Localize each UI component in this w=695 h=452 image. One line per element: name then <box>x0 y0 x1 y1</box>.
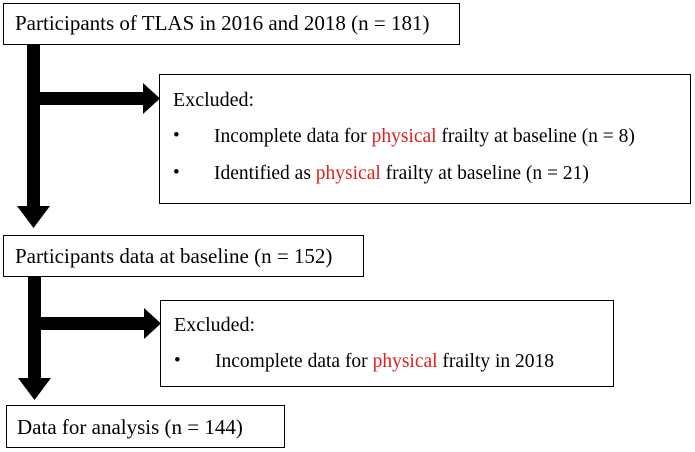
highlight-physical: physical <box>372 351 438 372</box>
side-arrow-2-shaft <box>41 317 145 330</box>
highlight-physical: physical <box>371 126 437 147</box>
analysis-box <box>6 405 285 448</box>
analysis-label: Data for analysis (n = 144) <box>17 415 243 439</box>
excluded-title-2: Excluded: <box>174 314 256 336</box>
excluded-box-1 <box>159 74 691 204</box>
side-arrow-1-head <box>143 83 160 114</box>
highlight-physical: physical <box>315 163 381 184</box>
vertical-arrow-2-head <box>18 378 51 400</box>
vertical-arrow-2-shaft <box>28 275 41 380</box>
participants-all-label: Participants of TLAS in 2016 and 2018 (n = 181) <box>15 11 430 35</box>
participants-all-box <box>3 3 460 45</box>
vertical-arrow-1-shaft <box>27 44 40 208</box>
excluded-title-1: Excluded: <box>173 89 255 111</box>
bullet-icon: • <box>173 125 180 146</box>
vertical-arrow-1-head <box>17 206 50 228</box>
bullet-icon: • <box>174 350 181 371</box>
excluded-box-2 <box>160 300 614 387</box>
side-arrow-2-head <box>144 308 161 339</box>
participants-baseline-box <box>3 235 364 277</box>
excluded-1-item-2: Identified as physical frailty at baseline (n = 21) <box>214 163 589 184</box>
participants-baseline-label: Participants data at baseline (n = 152) <box>15 244 333 268</box>
excluded-2-item-1: Incomplete data for physical frailty in 2018 <box>215 351 554 372</box>
excluded-1-item-1: Incomplete data for physical frailty at baseline (n = 8) <box>214 126 635 147</box>
side-arrow-1-shaft <box>40 92 144 105</box>
bullet-icon: • <box>173 162 180 183</box>
